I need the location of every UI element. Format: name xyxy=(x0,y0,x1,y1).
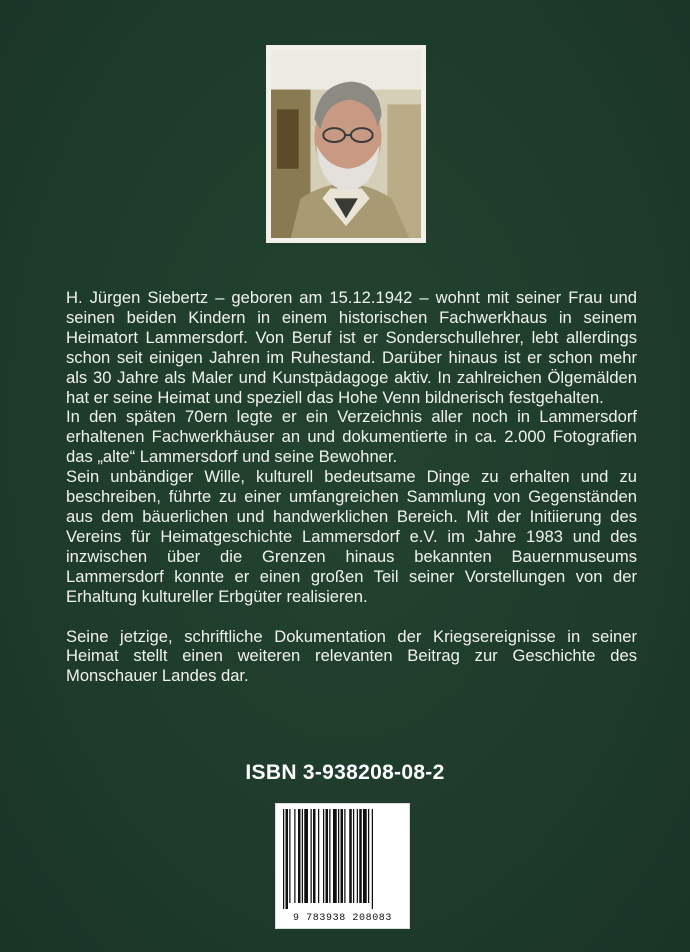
barcode-bar xyxy=(311,809,312,903)
barcode-bar xyxy=(372,809,373,909)
barcode-bar xyxy=(326,809,329,903)
author-photo-frame xyxy=(266,45,426,243)
barcode-bar xyxy=(338,809,339,903)
barcode-bar xyxy=(344,809,345,903)
barcode-bar xyxy=(368,809,369,903)
barcode-bar xyxy=(353,809,354,903)
barcode-bars xyxy=(282,809,405,909)
isbn-barcode xyxy=(275,803,410,929)
barcode-bar xyxy=(283,809,284,909)
biography-paragraph-3: Sein unbändiger Wille, kulturell bedeutsame Dinge zu erhalten und zu beschreiben, führte zu einer umfangreichen Sammlung von Gegenständen aus dem bäuerlichen und handwerklichen Bereich. Mit der Initiierung des Vereins für Heimatgeschichte Lammersdorf e.V. im Jahre 1983 und des inzwischen über die Grenzen hinaus bekannten Bauernmuseums Lammersdorf konnte er einen großen Teil seiner Vorstellungen von der Erhaltung kultureller Erbgüter realisieren. xyxy=(66,467,637,606)
barcode-bar xyxy=(289,809,290,903)
author-portrait-image xyxy=(271,50,421,238)
barcode-bar xyxy=(349,809,352,903)
barcode-bar xyxy=(313,809,316,903)
barcode-bar xyxy=(286,809,289,909)
barcode-bar xyxy=(294,809,295,903)
author-photo xyxy=(271,50,421,238)
author-biography xyxy=(66,288,637,686)
barcode-bar xyxy=(363,809,367,903)
biography-paragraph-4: Seine jetzige, schriftliche Dokumentation der Kriegsereignisse in seiner Heimat stellt einen weiteren relevanten Beitrag zur Geschichte des Monschauer Landes dar. xyxy=(66,626,637,686)
barcode-bar xyxy=(323,809,324,903)
biography-paragraph-1: H. Jürgen Siebertz – geboren am 15.12.1942 – wohnt mit seiner Frau und seinen beiden Kindern in einem historischen Fachwerkhaus in seinem Heimatort Lammersdorf. Von Beruf ist er Sonderschullehrer, lebt allerdings schon seit einigen Jahren im Ruhestand. Darüber hinaus ist er schon mehr als 30 Jahre als Maler und Kunstpädagoge aktiv. In zahlreichen Ölgemälden hat er seine Heimat und speziell das Hohe Venn bildnerisch festgehalten. xyxy=(66,288,637,407)
barcode-bar xyxy=(298,809,301,903)
barcode-bar xyxy=(359,809,362,903)
barcode-bar xyxy=(302,809,303,903)
barcode-bar xyxy=(304,809,308,903)
barcode-digits: 9 783938 208083 xyxy=(292,913,392,924)
barcode-bar xyxy=(329,809,330,903)
barcode-bar xyxy=(333,809,337,903)
biography-paragraph-2: In den späten 70ern legte er ein Verzeichnis aller noch in Lammersdorf erhaltenen Fachwerkhäuser an und dokumentierte in ca. 2.000 Fotografien das „alte“ Lammersdorf und seine Bewohner. xyxy=(66,407,637,467)
isbn-label: ISBN 3-938208-08-2 xyxy=(245,761,445,784)
barcode-bar xyxy=(341,809,344,903)
barcode-bar xyxy=(318,809,319,903)
barcode-bar xyxy=(357,809,358,903)
